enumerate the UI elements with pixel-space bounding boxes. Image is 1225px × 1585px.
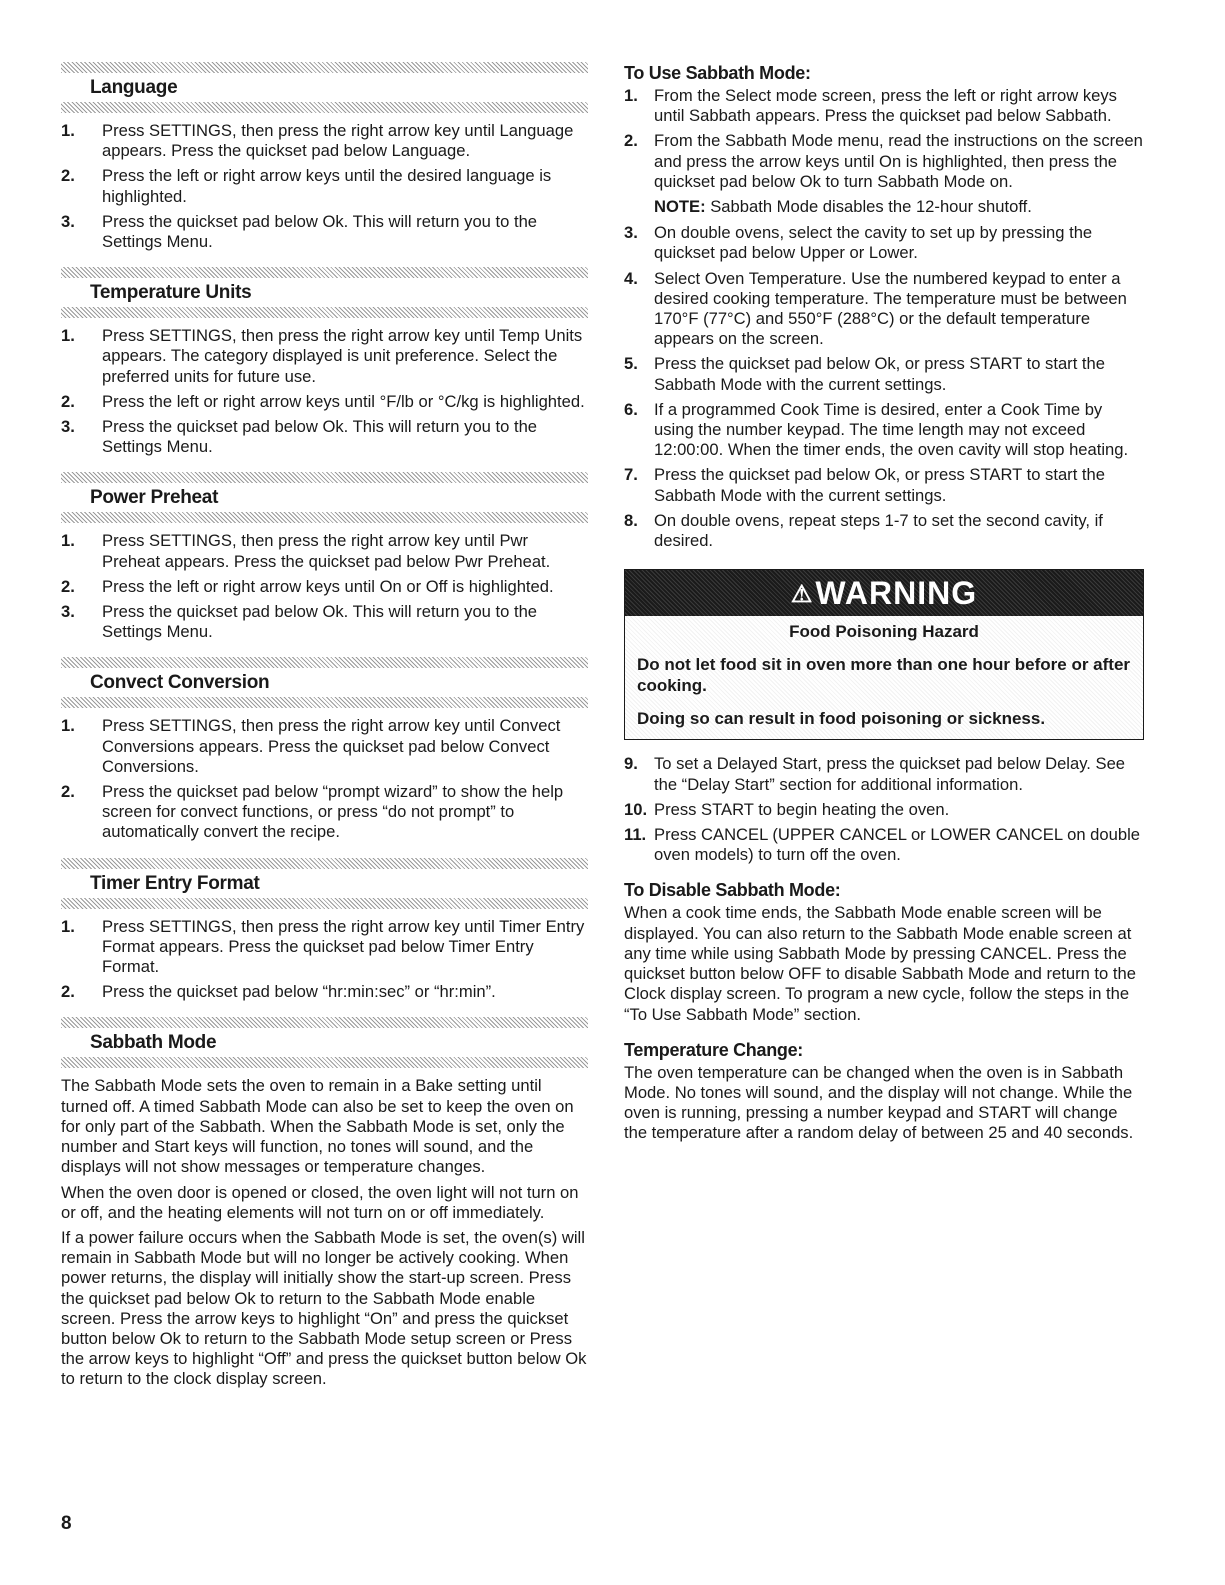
step-number: 10. xyxy=(624,799,648,819)
header-rule-bottom xyxy=(61,1057,588,1068)
step-text: On double ovens, select the cavity to set up by pressing the quickset pad below Upper or Lower. xyxy=(654,223,1093,263)
list-item xyxy=(61,531,588,571)
warning-hazard-title: Food Poisoning Hazard xyxy=(789,622,979,642)
step-number: 6. xyxy=(624,399,638,419)
list-item xyxy=(624,800,1144,820)
list-item xyxy=(624,354,1144,394)
note-text: Sabbath Mode disables the 12-hour shutoff. xyxy=(705,197,1032,217)
disable-sabbath-section xyxy=(624,879,1144,1024)
subsection-title: To Disable Sabbath Mode: xyxy=(624,880,841,901)
list-item xyxy=(624,511,1144,551)
step-number: 3. xyxy=(61,602,75,622)
subsection-title: Temperature Change: xyxy=(624,1039,804,1060)
section-title: Power Preheat xyxy=(90,487,219,509)
step-text: Press the left or right arrow keys until On or Off is highlighted. xyxy=(102,576,554,596)
warning-banner-text: WARNING xyxy=(815,575,978,612)
step-number: 1. xyxy=(61,531,75,551)
step-number: 4. xyxy=(624,268,638,288)
section-title: Timer Entry Format xyxy=(90,872,260,894)
step-text: To set a Delayed Start, press the quickset pad below Delay. See the “Delay Start” section for additional information. xyxy=(654,754,1126,794)
list-item xyxy=(61,121,588,161)
list-item xyxy=(624,400,1144,461)
step-text: Press CANCEL (UPPER CANCEL or LOWER CANCEL on double oven models) to turn off the oven. xyxy=(654,825,1140,865)
step-text: Press the quickset pad below Ok. This will return you to the Settings Menu. xyxy=(102,417,538,457)
list-item xyxy=(61,782,588,843)
page-number: 8 xyxy=(61,1513,72,1534)
step-text: Press the quickset pad below Ok. This will return you to the Settings Menu. xyxy=(102,602,538,642)
subsection-title: To Use Sabbath Mode: xyxy=(624,63,811,83)
warning-box xyxy=(624,569,1144,740)
temperature-change-section xyxy=(624,1039,1144,1144)
warning-instruction: Do not let food sit in oven more than one hour before or after cooking. xyxy=(637,655,1131,696)
steps-list xyxy=(61,716,588,842)
list-item xyxy=(624,465,1144,505)
warning-body xyxy=(625,616,1143,739)
step-number: 1. xyxy=(61,716,75,736)
step-number: 1. xyxy=(61,326,75,346)
steps-list xyxy=(61,121,588,252)
header-rule-bottom xyxy=(61,102,588,113)
paragraph: When the oven door is opened or closed, the oven light will not turn on or off, and the heating elements will not turn on or off immediately. xyxy=(61,1182,579,1222)
list-item xyxy=(61,392,588,412)
section-header xyxy=(61,1017,588,1068)
steps-list xyxy=(624,754,1144,865)
header-rule-top xyxy=(61,472,588,483)
step-number: 2. xyxy=(61,391,75,411)
steps-list xyxy=(624,86,1144,192)
section-title: Language xyxy=(90,77,178,98)
step-number: 1. xyxy=(624,86,638,105)
section-header xyxy=(61,472,588,523)
step-number: 3. xyxy=(61,211,75,231)
step-text: Press SETTINGS, then press the right arrow key until Pwr Preheat appears. Press the quickset pad below Pwr Preheat. xyxy=(102,531,551,571)
warning-consequence: Doing so can result in food poisoning or sickness. xyxy=(637,709,1046,729)
list-item xyxy=(61,602,588,642)
left-column xyxy=(61,62,588,1395)
header-rule-bottom xyxy=(61,512,588,523)
step-text: Press the quickset pad below “prompt wizard” to show the help screen for convect functions, or press “do not prompt” to automatically convert the recipe. xyxy=(102,782,564,842)
step-number: 7. xyxy=(624,465,638,485)
step-number: 2. xyxy=(61,166,75,186)
header-rule-bottom xyxy=(61,898,588,909)
list-item xyxy=(61,417,588,457)
step-text: From the Sabbath Mode menu, read the instructions on the screen and press the arrow keys until On is highlighted, then press the quickset pad below Ok to turn Sabbath Mode on. xyxy=(654,131,1143,191)
step-text: Press the quickset pad below Ok. This will return you to the Settings Menu. xyxy=(102,211,538,252)
paragraph: If a power failure occurs when the Sabbath Mode is set, the oven(s) will remain in Sabbath Mode but will no longer be actively cooking. When power returns, the display will initially show the start-up screen. Press the quickset pad below Ok to return to the Sabbath Mode enable screen. Press the arrow keys to highlight “On” and press the quickset button below Ok to return to the Sabbath Mode setup screen or Press the arrow keys to highlight “Off” and press the quickset button below Ok to return to the clock display screen. xyxy=(61,1227,587,1389)
list-item xyxy=(61,982,588,1002)
section-header xyxy=(61,267,588,318)
warning-triangle-icon: ⚠ xyxy=(790,581,814,609)
step-number: 5. xyxy=(624,354,638,374)
step-number: 1. xyxy=(61,916,75,936)
step-text: Press SETTINGS, then press the right arrow key until Language appears. Press the quickset pad below Language. xyxy=(102,121,574,161)
steps-list xyxy=(61,917,588,1003)
convect-conversion-section xyxy=(61,657,588,842)
language-section xyxy=(61,62,588,252)
list-item xyxy=(624,754,1144,794)
step-text: On double ovens, repeat steps 1-7 to set the second cavity, if desired. xyxy=(654,510,1103,551)
step-number: 2. xyxy=(61,982,75,1002)
step-text: Press START to begin heating the oven. xyxy=(654,799,950,819)
list-item xyxy=(624,131,1144,192)
section-header xyxy=(61,657,588,708)
step-text: Select Oven Temperature. Use the numbered keypad to enter a desired cooking temperature. The temperature must be between 170°F (77°C) and 550°F (288°C) or the default temperature appears on the screen. xyxy=(654,268,1127,349)
list-item xyxy=(61,326,588,387)
use-sabbath-section xyxy=(624,62,1144,865)
header-rule-top xyxy=(61,267,588,278)
step-text: Press the quickset pad below Ok, or press START to start the Sabbath Mode with the current settings. xyxy=(654,354,1105,394)
note xyxy=(654,197,1144,217)
step-text: Press the left or right arrow keys until °F/lb or °C/kg is highlighted. xyxy=(102,391,585,411)
sabbath-mode-section xyxy=(61,1017,588,1389)
step-text: If a programmed Cook Time is desired, enter a Cook Time by using the number keypad. The time length may not exceed 12:00:00. When the timer ends, the oven cavity will stop heating. xyxy=(654,399,1129,460)
header-rule-top xyxy=(61,1017,588,1028)
power-preheat-section xyxy=(61,472,588,642)
steps-list xyxy=(61,326,588,457)
steps-list xyxy=(624,223,1144,551)
paragraph: The Sabbath Mode sets the oven to remain in a Bake setting until turned off. A timed Sabbath Mode can also be set to keep the oven on for only part of the Sabbath. When the Sabbath Mode is set, only the number and Start keys will function, no tones will sound, and the displays will not show messages or temperature changes. xyxy=(61,1076,574,1177)
list-item xyxy=(61,716,588,777)
step-number: 1. xyxy=(61,121,75,140)
list-item xyxy=(624,223,1144,263)
step-number: 2. xyxy=(61,576,75,596)
step-number: 11. xyxy=(624,825,647,845)
warning-banner xyxy=(625,570,1143,616)
step-text: Press the quickset pad below “hr:min:sec” or “hr:min”. xyxy=(102,982,496,1002)
list-item xyxy=(61,577,588,597)
step-number: 3. xyxy=(61,417,75,437)
paragraph: The oven temperature can be changed when the oven is in Sabbath Mode. No tones will sound, and the display will not change. While the oven is running, pressing a number keypad and START will change the temperature after a random delay of between 25 and 40 seconds. xyxy=(624,1062,1134,1143)
list-item xyxy=(61,166,588,206)
step-text: Press SETTINGS, then press the right arrow key until Temp Units appears. The category displayed is unit preference. Select the preferred units for future use. xyxy=(102,326,583,386)
header-rule-top xyxy=(61,62,588,73)
step-text: Press the left or right arrow keys until the desired language is highlighted. xyxy=(102,166,552,206)
list-item xyxy=(624,86,1144,126)
timer-entry-format-section xyxy=(61,858,588,1003)
header-rule-top xyxy=(61,858,588,869)
steps-list xyxy=(61,531,588,642)
step-number: 8. xyxy=(624,510,638,530)
list-item xyxy=(61,212,588,252)
section-title: Convect Conversion xyxy=(90,672,270,694)
header-rule-top xyxy=(61,657,588,668)
list-item xyxy=(624,269,1144,350)
section-header xyxy=(61,62,588,113)
header-rule-bottom xyxy=(61,307,588,318)
header-rule-bottom xyxy=(61,697,588,708)
step-text: Press the quickset pad below Ok, or press START to start the Sabbath Mode with the current settings. xyxy=(654,465,1105,505)
section-header xyxy=(61,858,588,909)
right-column xyxy=(624,62,1144,1149)
note-label: NOTE: xyxy=(654,197,706,217)
step-number: 2. xyxy=(61,782,75,802)
temperature-units-section xyxy=(61,267,588,457)
section-title: Sabbath Mode xyxy=(90,1032,217,1054)
step-text: Press SETTINGS, then press the right arrow key until Timer Entry Format appears. Press the quickset pad below Timer Entry Format. xyxy=(102,916,585,977)
list-item xyxy=(624,825,1144,865)
step-text: From the Select mode screen, press the left or right arrow keys until Sabbath appears. Press the quickset pad below Sabbath. xyxy=(654,86,1117,126)
step-number: 9. xyxy=(624,754,638,774)
section-title: Temperature Units xyxy=(90,282,252,304)
step-number: 3. xyxy=(624,223,638,243)
step-number: 2. xyxy=(624,131,638,151)
list-item xyxy=(61,917,588,978)
step-text: Press SETTINGS, then press the right arrow key until Convect Conversions appears. Press the quickset pad below Convect Conversions. xyxy=(102,716,561,776)
paragraph: When a cook time ends, the Sabbath Mode enable screen will be displayed. You can also return to the Sabbath Mode enable screen at any time while using Sabbath Mode by pressing CANCEL. Press the quickset button below OFF to disable Sabbath Mode and return to the Clock display screen. To program a new cycle, follow the steps in the “To Use Sabbath Mode” section. xyxy=(624,903,1136,1024)
